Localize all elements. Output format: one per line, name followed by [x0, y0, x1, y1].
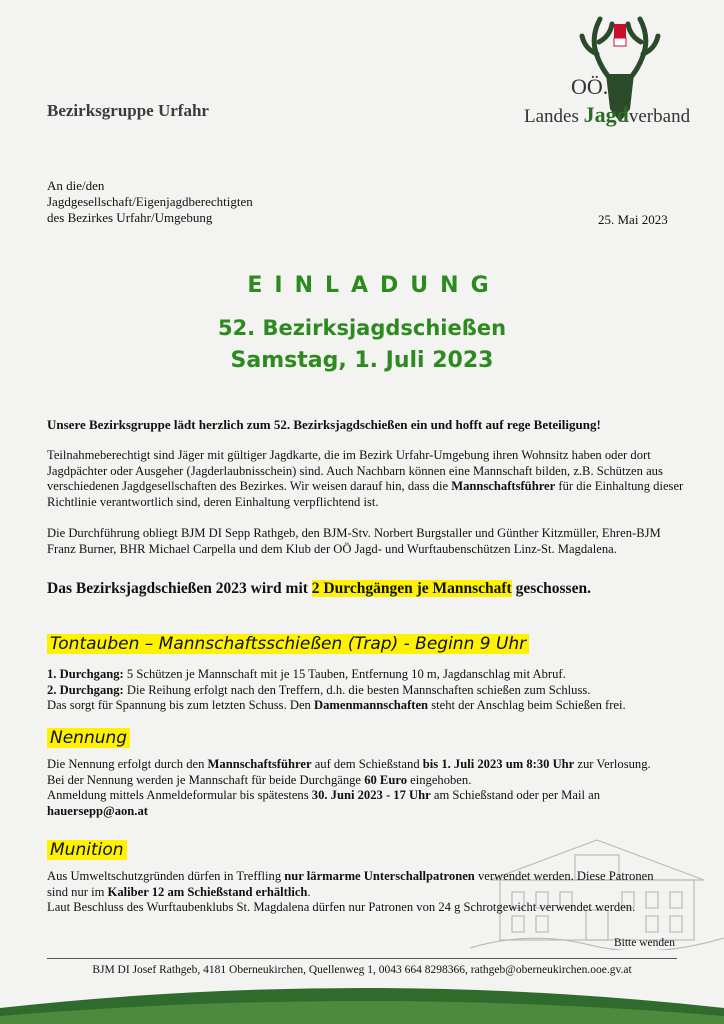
nennung-section [47, 757, 687, 819]
trap-section [47, 667, 687, 714]
organizers-paragraph: Die Durchführung obliegt BJM DI Sepp Rathgeb, den BJM-Stv. Norbert Burgstaller und Günther Kitzmüller, Ehren-BJM Franz Burner, BHR Michael Carpella und dem Klub der OÖ Jagd- und Wurftaubenschützen Linz-St. Magdalena. [47, 526, 661, 556]
trap-line-3-b: Damenmannschaften [314, 698, 429, 713]
durchgang-1-label: 1. Durchgang: [47, 667, 124, 681]
title-date: Samstag, 1. Juli 2023 [230, 348, 494, 373]
nennung-l3-a: Anmeldung mittels Anmeldeformular bis spätestens [47, 788, 312, 803]
group-name: Bezirksgruppe Urfahr [47, 101, 209, 120]
durchgang-statement [47, 580, 591, 598]
lead-text: Unsere Bezirksgruppe lädt herzlich zum 52. Bezirksjagdschießen ein und hofft auf rege Beteiligung! [47, 417, 601, 432]
durchgang-post: geschossen. [511, 580, 591, 597]
munition-l2-a: sind nur im [47, 884, 108, 899]
logo-landes: Landes [524, 106, 579, 127]
title-event: 52. Bezirksjagdschießen [217, 316, 507, 340]
nennung-l1-e: zur Verlosung. [574, 757, 651, 771]
munition-line-2 [47, 885, 687, 901]
nennung-line-1 [47, 757, 687, 773]
eligibility-text: Teilnahmeberechtigt sind Jäger mit gültiger Jagdkarte, die im Bezirk Urfahr-Umgebung ihren Wohnsitz haben oder dort Jagdpächter oder Ausgeher (Jagderlaubnisschein) sind. Auch Nachbarn können eine Mannschaft bilden, z.B. Schützen aus verschiedenen Jagdgesellschaften des Bezirkes. Wir weisen darauf hin, dass die [47, 448, 663, 494]
email-link[interactable]: hauersepp@aon.at [47, 803, 148, 818]
trap-line-1 [47, 667, 687, 683]
letter-date: 25. Mai 2023 [598, 212, 668, 227]
logo-verband: verband [628, 106, 691, 127]
munition-line-1 [47, 869, 687, 885]
trap-line-2 [47, 683, 687, 699]
title-einladung: EINLADUNG [247, 273, 501, 298]
footer-contact: BJM DI Josef Rathgeb, 4181 Oberneukirchen, Quellenweg 1, 0043 664 8298366, rathgeb@oberneukirchen.ooe.gv.at [92, 964, 632, 976]
munition-l2-b: Kaliber 12 am Schießstand erhältlich [107, 884, 308, 899]
nennung-l1-c: auf dem Schießstand [311, 757, 423, 771]
logo-text [524, 102, 690, 128]
nennung-l3-b: 30. Juni 2023 - 17 Uhr [311, 788, 431, 803]
trap-heading: Tontauben – Mannschaftsschießen (Trap) - Beginn 9 Uhr [47, 634, 529, 654]
nennung-email-line [47, 804, 687, 820]
recipient-address [47, 178, 253, 226]
durchgang-2-label: 2. Durchgang: [47, 682, 124, 697]
eligibility-bold: Mannschaftsführer [451, 479, 556, 494]
durchgang-2-text: Die Reihung erfolgt nach den Treffern, d.h. die besten Mannschaften schießen zum Schluss. [123, 682, 591, 697]
trap-line-3-c: steht der Anschlag beim Schießen frei. [428, 698, 626, 713]
nennung-l3-c: am Schießstand oder per Mail an [430, 788, 600, 803]
logo-jagd: Jagd [583, 102, 629, 127]
logo-oo: OÖ. [571, 74, 609, 99]
address-line-1: An die/den [47, 178, 105, 193]
munition-l1-a: Aus Umweltschutzgründen dürfen in Treffling [47, 869, 285, 883]
trap-line-3-a: Das sorgt für Spannung bis zum letzten Schuss. Den [47, 698, 315, 713]
durchgang-pre: Das Bezirksjagdschießen 2023 wird mit [47, 580, 312, 597]
munition-l1-c: verwendet werden. Diese Patronen [474, 869, 654, 883]
munition-line-3: Laut Beschluss des Wurftaubenklubs St. Magdalena dürfen nur Patronen von 24 g Schrotgewicht verwendet werden. [47, 900, 636, 915]
footer-divider [47, 958, 677, 959]
nennung-l1-d: bis 1. Juli 2023 um 8:30 Uhr [422, 757, 575, 771]
nennung-line-2 [47, 773, 687, 789]
eligibility-paragraph [47, 448, 687, 510]
munition-heading: Munition [47, 840, 127, 860]
eligibility-text-end: für die Einhaltung dieser Richtlinie verantwortlich sind, deren Einhaltung verpflichtend ist. [47, 479, 684, 509]
durchgang-highlight: 2 Durchgängen je Mannschaft [311, 580, 512, 597]
munition-section [47, 869, 687, 916]
munition-l2-c: . [307, 884, 311, 899]
address-line-2: Jagdgesellschaft/Eigenjagdberechtigten [47, 194, 253, 209]
munition-l1-b: nur lärmarme Unterschallpatronen [284, 869, 475, 883]
nennung-l2-c: eingehoben. [407, 772, 472, 787]
nennung-l2-b: 60 Euro [364, 772, 407, 787]
nennung-l2-a: Bei der Nennung werden je Mannschaft für beide Durchgänge [47, 772, 365, 787]
address-line-3: des Bezirkes Urfahr/Umgebung [47, 210, 213, 225]
nennung-line-3 [47, 788, 687, 804]
green-swoosh-decoration [0, 978, 724, 1024]
nennung-l1-a: Die Nennung erfolgt durch den [47, 757, 208, 771]
nennung-l1-b: Mannschaftsführer [207, 757, 312, 771]
please-turn-over: Bitte wenden [614, 937, 675, 949]
trap-line-3 [47, 698, 687, 714]
nennung-heading: Nennung [47, 728, 130, 748]
durchgang-1-text: 5 Schützen je Mannschaft mit je 15 Tauben, Entfernung 10 m, Jagdanschlag mit Abruf. [123, 667, 566, 681]
